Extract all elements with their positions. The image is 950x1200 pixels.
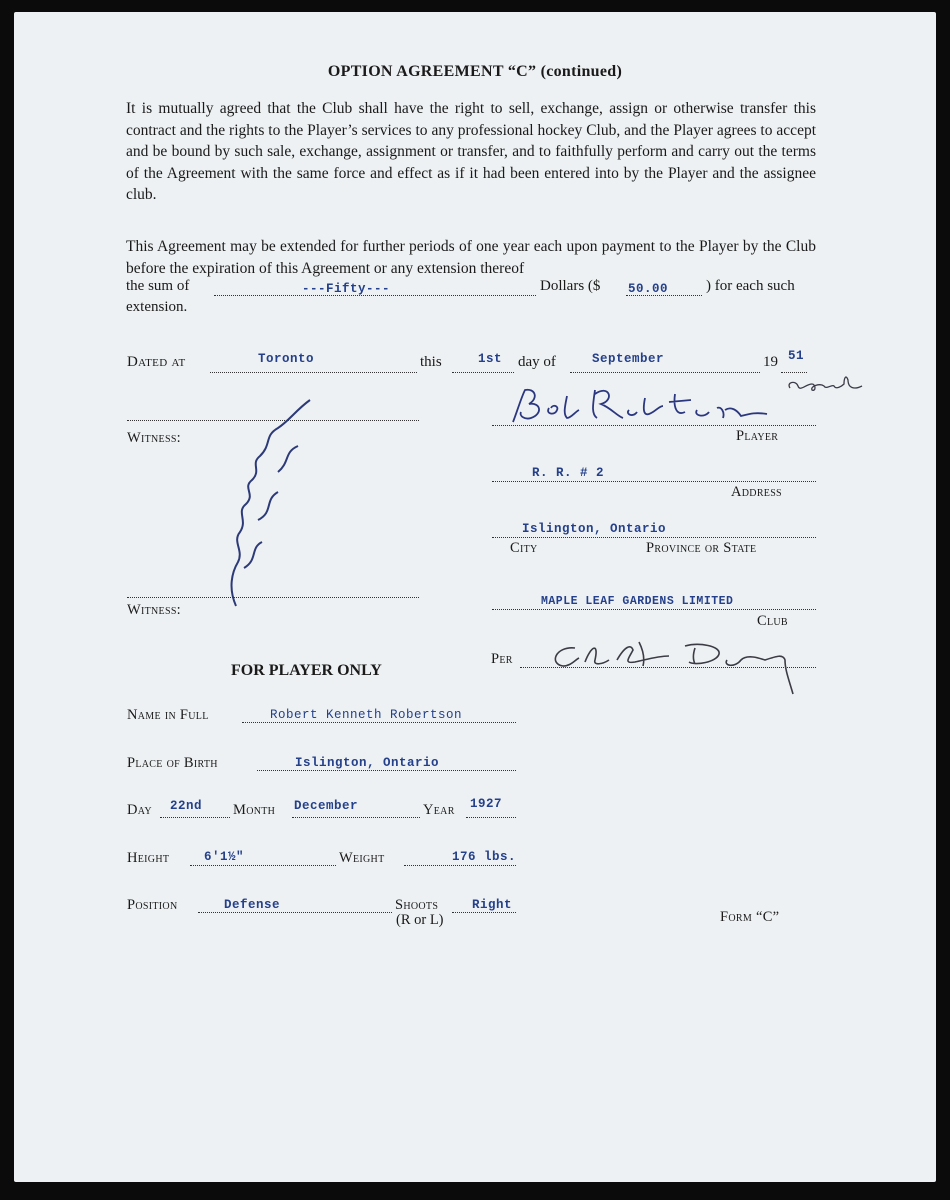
sum-amount-value: 50.00 xyxy=(628,282,669,296)
height-label: Height xyxy=(127,850,170,866)
year-line xyxy=(466,817,516,818)
year-label: Year xyxy=(423,802,455,818)
club-value: MAPLE LEAF GARDENS LIMITED xyxy=(541,595,734,608)
player-signature xyxy=(505,384,785,428)
month-line xyxy=(292,817,420,818)
club-line xyxy=(492,609,816,610)
form-label xyxy=(720,909,779,926)
address-line xyxy=(492,481,816,482)
dated-month-line xyxy=(570,372,760,373)
transfer-clause-text: It is mutually agreed that the Club shall have the right to sell, exchange, assign or otherwise transfer this contract and the rights to the Player’s services to any professional hockey Club, and the Player agrees to accept and be bound by such sale, exchange, assignment or transfer, and to faithfully perform and carry out the terms of the Agreement with the same force and effect as if it had been entered into by the Player and the assignee club. xyxy=(126,100,816,203)
city-label: City xyxy=(510,540,538,556)
day-label: Day xyxy=(127,802,152,818)
dated-year-value: 51 xyxy=(788,349,805,363)
page-title: OPTION AGREEMENT “C” (continued) xyxy=(327,63,623,80)
position-label: Position xyxy=(127,897,178,913)
birth-label: Place of Birth xyxy=(127,755,218,771)
position-line xyxy=(198,912,392,913)
sum-label: the sum of xyxy=(126,278,190,294)
weight-value: 176 lbs. xyxy=(452,850,517,864)
address-value: R. R. # 2 xyxy=(532,466,605,480)
shoots-hint: (R or L) xyxy=(396,912,444,928)
height-line xyxy=(190,865,336,866)
witness2-line xyxy=(127,597,419,598)
sum-tail: ) for each such xyxy=(706,278,795,294)
dated-day-line xyxy=(452,372,514,373)
name-value: Robert Kenneth Robertson xyxy=(270,708,463,722)
per-label: Per xyxy=(491,651,513,667)
birth-value: Islington, Ontario xyxy=(295,756,440,770)
weight-line xyxy=(404,865,516,866)
day-value: 22nd xyxy=(170,799,203,813)
extension-clause-text: This Agreement may be extended for further periods of one year each upon payment to the Player by the Club before the expiration of this Agreement or any extension thereof xyxy=(126,238,816,277)
for-player-only-heading: FOR PLAYER ONLY xyxy=(231,662,382,679)
dated-year-line xyxy=(781,372,807,373)
dated-at-label: Dated at xyxy=(127,354,186,370)
this-label: this xyxy=(420,354,442,370)
shoots-value: Right xyxy=(472,898,513,912)
dated-day-value: 1st xyxy=(478,352,503,366)
transfer-clause xyxy=(126,98,816,206)
position-value: Defense xyxy=(224,898,281,912)
day-of-label: day of xyxy=(518,354,556,370)
city-value: Islington, Ontario xyxy=(522,522,667,536)
witness-signature xyxy=(218,392,358,612)
shoots-line xyxy=(452,912,516,913)
dollars-label: Dollars ($ xyxy=(540,278,601,294)
month-value: December xyxy=(294,799,359,813)
extension-clause xyxy=(126,236,816,279)
extension-word: extension. xyxy=(126,299,188,315)
year-prefix: 19 xyxy=(763,354,778,370)
address-label: Address xyxy=(731,484,782,500)
witness2-label: Witness: xyxy=(127,602,182,618)
name-label: Name in Full xyxy=(127,707,209,723)
witness1-label: Witness: xyxy=(127,430,182,446)
name-line xyxy=(242,722,516,723)
shoots-label: Shoots xyxy=(395,897,439,913)
club-label: Club xyxy=(757,613,788,629)
dated-place-line xyxy=(210,372,417,373)
dated-place-value: Toronto xyxy=(258,352,315,366)
dated-month-value: September xyxy=(592,352,665,366)
city-line xyxy=(492,537,816,538)
club-signature xyxy=(545,640,815,700)
height-value: 6'1½" xyxy=(204,850,245,864)
weight-label: Weight xyxy=(339,850,385,866)
player-label: Player xyxy=(736,428,779,444)
form-label-text: Form “C” xyxy=(720,909,780,925)
province-label: Province or State xyxy=(646,540,757,556)
month-label: Month xyxy=(233,802,276,818)
year-value: 1927 xyxy=(470,797,503,811)
day-line xyxy=(160,817,230,818)
birth-line xyxy=(257,770,516,771)
handwritten-note xyxy=(786,374,866,398)
sum-words-value: ---Fifty--- xyxy=(302,282,391,296)
player-line xyxy=(492,425,816,426)
